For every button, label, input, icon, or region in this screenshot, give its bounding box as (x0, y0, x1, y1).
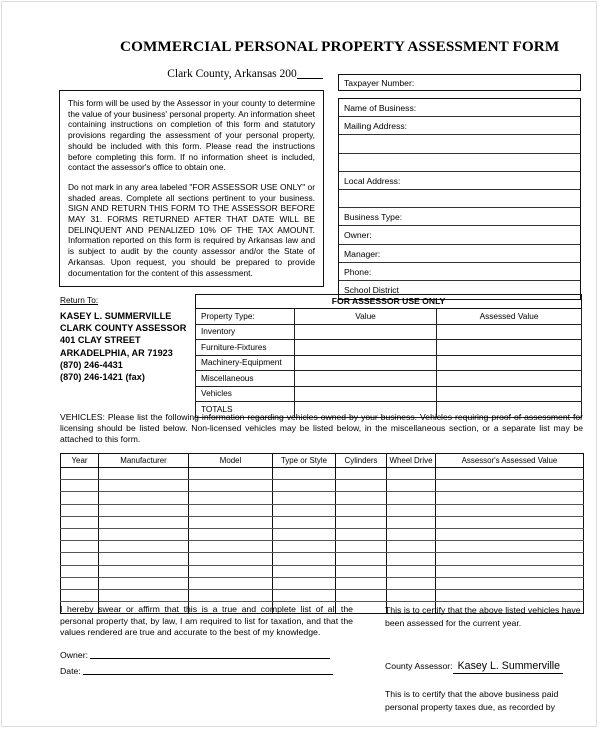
vehicle-cell[interactable] (387, 528, 436, 540)
vehicle-cell[interactable] (99, 504, 189, 516)
vehicle-cell[interactable] (99, 480, 189, 492)
field-mailing-address-line-3[interactable] (339, 154, 580, 172)
assessor-office: CLARK COUNTY ASSESSOR (60, 323, 187, 334)
vehicles-table (60, 453, 584, 614)
header-value: Value (295, 309, 437, 325)
vehicle-cell[interactable] (61, 565, 99, 577)
vehicle-cell[interactable] (99, 541, 189, 553)
vehicle-cell[interactable] (336, 480, 387, 492)
vehicle-cell[interactable] (189, 589, 273, 601)
affirmation-text: I hereby swear or affirm that this is a true and complete list of all the personal property that, by law, I am required to list for taxation, and that the values rendered are true and accurate to the best of my knowledge. (60, 604, 353, 638)
vehicle-cell[interactable] (436, 516, 584, 528)
date-signature-line (60, 665, 333, 676)
vehicle-cell[interactable] (436, 565, 584, 577)
vehicle-cell[interactable] (273, 577, 336, 589)
header-year: Year (61, 454, 99, 468)
vehicle-cell[interactable] (387, 492, 436, 504)
row-label-furniture-fixtures: Furniture-Fixtures (196, 340, 295, 356)
owner-label: Owner: (60, 650, 89, 660)
table-row (61, 541, 584, 553)
table-row (61, 480, 584, 492)
vehicle-cell[interactable] (273, 541, 336, 553)
vehicle-cell[interactable] (189, 528, 273, 540)
assessor-table-header-row (196, 309, 582, 325)
county-label: Clark County, Arkansas 200 (167, 68, 297, 80)
vehicle-cell[interactable] (387, 516, 436, 528)
instructions-box (59, 90, 324, 287)
vehicle-cell[interactable] (61, 504, 99, 516)
vehicle-cell[interactable] (387, 541, 436, 553)
row-label-totals: TOTALS (196, 402, 295, 418)
vehicle-cell[interactable] (189, 504, 273, 516)
row-label-vehicles: Vehicles (196, 386, 295, 402)
vehicle-cell[interactable] (99, 589, 189, 601)
assessor-use-only-table (195, 294, 582, 418)
vehicle-cell[interactable] (336, 492, 387, 504)
vehicle-cell[interactable] (99, 492, 189, 504)
vehicle-cell[interactable] (336, 553, 387, 565)
row-label-miscellaneous: Miscellaneous (196, 371, 295, 387)
return-to-label: Return To: (60, 295, 99, 305)
field-mailing-address[interactable]: Mailing Address: (339, 117, 580, 135)
owner-signature-rule[interactable] (90, 649, 330, 659)
vehicle-cell[interactable] (336, 528, 387, 540)
vehicle-cell[interactable] (189, 577, 273, 589)
header-assessed-value: Assessed Value (437, 309, 582, 325)
table-row (61, 504, 584, 516)
vehicle-cell[interactable] (436, 553, 584, 565)
table-row (61, 577, 584, 589)
vehicle-cell[interactable] (436, 528, 584, 540)
instructions-paragraph-1: This form will be used by the Assessor in your county to determine the value of your business' personal property. An information sheet containing instructions on completion of this form and statutory provisions regarding the assessment of your personal property, should be included with this form. Please read the instructions before completing this form. If no information sheet is included, contact the assessor's office to obtain one. (68, 98, 315, 173)
assessor-name: KASEY L. SUMMERVILLE (60, 311, 172, 321)
field-business-type[interactable]: Business Type: (339, 208, 580, 226)
vehicle-cell[interactable] (436, 577, 584, 589)
cell-inventory-value[interactable] (295, 324, 437, 340)
vehicle-cell[interactable] (436, 541, 584, 553)
field-mailing-address-line-2[interactable] (339, 135, 580, 153)
vehicle-cell[interactable] (189, 553, 273, 565)
vehicle-cell[interactable] (273, 504, 336, 516)
vehicle-cell[interactable] (273, 480, 336, 492)
vehicle-cell[interactable] (61, 528, 99, 540)
field-name-of-business[interactable]: Name of Business: (339, 99, 580, 117)
table-row (196, 340, 582, 356)
cell-furniture-assessed[interactable] (437, 340, 582, 356)
vehicle-cell[interactable] (273, 589, 336, 601)
vehicle-cell[interactable] (61, 468, 99, 480)
vehicle-cell[interactable] (273, 565, 336, 577)
vehicle-cell[interactable] (99, 468, 189, 480)
vehicle-cell[interactable] (436, 468, 584, 480)
cell-inventory-assessed[interactable] (437, 324, 582, 340)
form-sheet (10, 10, 590, 718)
vehicle-cell[interactable] (273, 553, 336, 565)
vehicle-cell[interactable] (336, 565, 387, 577)
field-phone[interactable]: Phone: (339, 263, 580, 281)
header-type-or-style: Type or Style (273, 454, 336, 468)
cell-miscellaneous-assessed[interactable] (437, 371, 582, 387)
vehicle-cell[interactable] (189, 492, 273, 504)
vehicle-cell[interactable] (387, 565, 436, 577)
county-assessor-label: County Assessor: (385, 661, 453, 671)
vehicle-cell[interactable] (99, 577, 189, 589)
field-school-district[interactable]: School District (344, 284, 399, 295)
instructions-paragraph-2: Do not mark in any area labeled "FOR ASSESSOR USE ONLY" or shaded areas. Complete all sections pertinent to your business. SIGN AND RETURN THIS FORM TO THE ASSESSOR BEFORE MAY 31. FORMS RETURNED AFTER THAT DATE WILL BE DELINQUENT AND PENALIZED 10% OF THE TAX AMOUNT. Information reported on this form is required by Arkansas law and is subject to audit by the county assessor and/or the State of Arkansas. Upon request, you should be prepared to provide documentation for the content of this assessment. (68, 181, 315, 278)
date-rule[interactable] (83, 665, 333, 675)
vehicle-cell[interactable] (436, 480, 584, 492)
vehicle-cell[interactable] (273, 516, 336, 528)
vehicle-cell[interactable] (436, 504, 584, 516)
cell-machinery-assessed[interactable] (437, 355, 582, 371)
row-label-machinery-equipment: Machinery-Equipment (196, 355, 295, 371)
cell-vehicles-value[interactable] (295, 386, 437, 402)
vehicle-cell[interactable] (387, 468, 436, 480)
assessor-street: 401 CLAY STREET (60, 335, 141, 346)
certify-taxes-text: This is to certify that the above business paid personal property taxes due, as recorded by (385, 689, 559, 712)
vehicle-cell[interactable] (99, 565, 189, 577)
table-row (61, 553, 584, 565)
vehicle-cell[interactable] (61, 492, 99, 504)
taxpayer-number-field[interactable]: Taxpayer Number: (338, 74, 581, 91)
date-label: Date: (60, 666, 81, 676)
vehicle-cell[interactable] (189, 468, 273, 480)
vehicle-cell[interactable] (336, 541, 387, 553)
vehicle-cell[interactable] (336, 577, 387, 589)
vehicle-cell[interactable] (99, 553, 189, 565)
table-row (61, 516, 584, 528)
vehicle-cell[interactable] (61, 553, 99, 565)
vehicle-cell[interactable] (189, 565, 273, 577)
table-row (196, 324, 582, 340)
vehicle-cell[interactable] (273, 528, 336, 540)
vehicle-cell[interactable] (273, 492, 336, 504)
vehicle-cell[interactable] (61, 516, 99, 528)
owner-signature-line (60, 649, 330, 660)
form-page (1, 1, 597, 727)
vehicle-cell[interactable] (189, 480, 273, 492)
county-assessor-name[interactable]: Kasey L. Summerville (453, 660, 563, 674)
vehicles-instructions: VEHICLES: Please list the following information regarding vehicles owned by your business. Vehicles requiring proof of assessment for licensing should be listed below. Non-licensed vehicles may be listed below, in the miscellaneous section, or a separate list may be attached to this form. (60, 412, 583, 445)
header-model: Model (189, 454, 273, 468)
certify-vehicles-text: This is to certify that the above listed vehicles have been assessed for the current year. (385, 605, 581, 628)
table-row (61, 589, 584, 601)
table-row (61, 528, 584, 540)
vehicle-cell[interactable] (336, 589, 387, 601)
vehicle-cell[interactable] (387, 480, 436, 492)
assessor-phone: (870) 246-4431 (60, 359, 123, 370)
header-manufacturer: Manufacturer (99, 454, 189, 468)
header-cylinders: Cylinders (336, 454, 387, 468)
business-info-group (338, 98, 581, 300)
vehicle-cell[interactable] (61, 589, 99, 601)
field-owner[interactable]: Owner: (339, 226, 580, 244)
assessor-table-title: FOR ASSESSOR USE ONLY (196, 295, 582, 309)
table-row (196, 355, 582, 371)
table-row (196, 386, 582, 402)
year-blank[interactable] (297, 78, 323, 79)
vehicle-cell[interactable] (336, 468, 387, 480)
vehicle-cell[interactable] (61, 541, 99, 553)
assessor-table-title-row (196, 295, 582, 309)
header-assessors-assessed-value: Assessor's Assessed Value (436, 454, 584, 468)
vehicles-table-header-row (61, 454, 584, 468)
vehicle-cell[interactable] (387, 504, 436, 516)
cell-furniture-value[interactable] (295, 340, 437, 356)
vehicle-cell[interactable] (99, 528, 189, 540)
vehicle-cell[interactable] (189, 516, 273, 528)
header-wheel-drive: Wheel Drive (387, 454, 436, 468)
assessor-city-state-zip: ARKADELPHIA, AR 71923 (60, 347, 173, 358)
header-property-type: Property Type: (196, 309, 295, 325)
vehicle-cell[interactable] (436, 589, 584, 601)
vehicle-cell[interactable] (336, 516, 387, 528)
vehicle-cell[interactable] (436, 492, 584, 504)
county-year-line (120, 68, 370, 80)
page-title: COMMERCIAL PERSONAL PROPERTY ASSESSMENT FORM (120, 38, 560, 55)
table-row (61, 565, 584, 577)
table-row (61, 468, 584, 480)
cell-machinery-value[interactable] (295, 355, 437, 371)
field-manager[interactable]: Manager: (339, 245, 580, 263)
vehicle-cell[interactable] (61, 577, 99, 589)
vehicle-cell[interactable] (61, 480, 99, 492)
assessor-fax: (870) 246-1421 (fax) (60, 372, 145, 383)
vehicle-cell[interactable] (99, 516, 189, 528)
vehicle-cell[interactable] (387, 577, 436, 589)
cell-miscellaneous-value[interactable] (295, 371, 437, 387)
table-row (196, 371, 582, 387)
field-local-address-line-2[interactable] (339, 190, 580, 208)
vehicle-cell[interactable] (387, 589, 436, 601)
vehicle-cell[interactable] (336, 504, 387, 516)
county-assessor-signature-line (385, 660, 563, 674)
table-row (61, 492, 584, 504)
vehicle-cell[interactable] (189, 541, 273, 553)
field-local-address[interactable]: Local Address: (339, 172, 580, 190)
vehicle-cell[interactable] (273, 468, 336, 480)
row-label-inventory: Inventory (196, 324, 295, 340)
cell-vehicles-assessed[interactable] (437, 386, 582, 402)
vehicles-table-body (61, 468, 584, 614)
vehicle-cell[interactable] (387, 553, 436, 565)
